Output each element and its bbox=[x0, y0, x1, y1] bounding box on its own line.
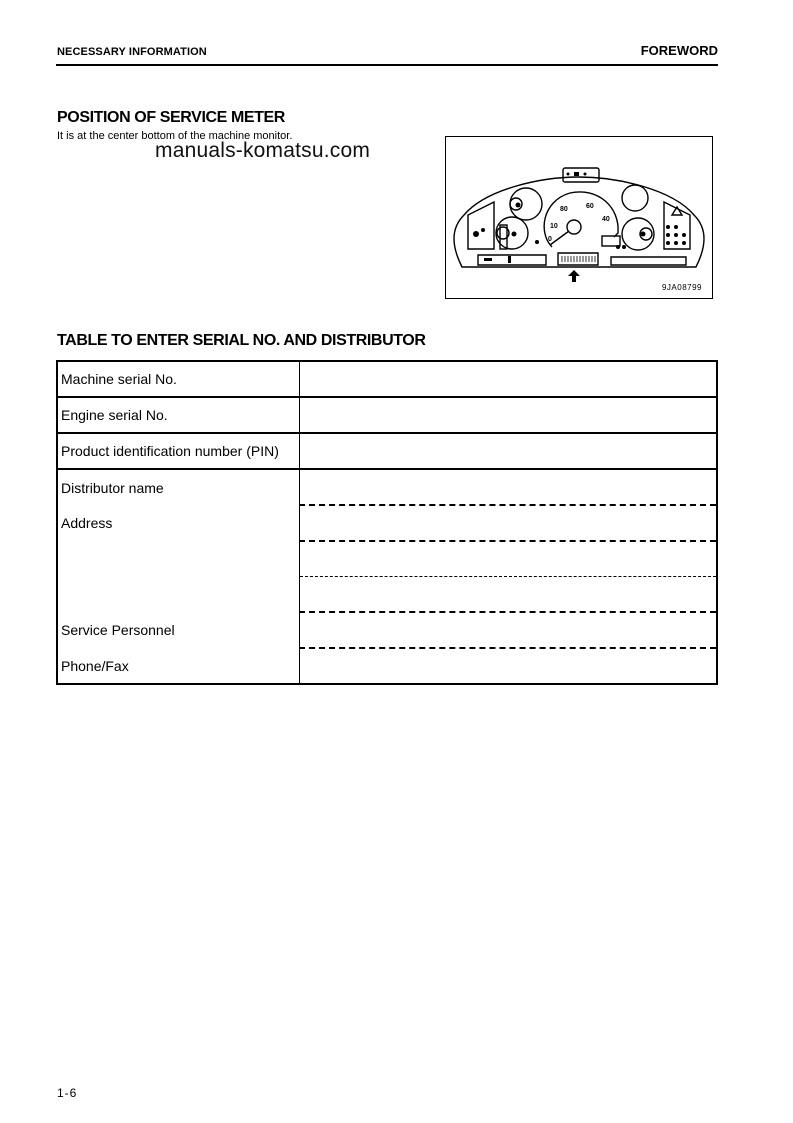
service-personnel-field[interactable] bbox=[300, 612, 718, 648]
distributor-name-field[interactable] bbox=[300, 469, 718, 505]
table-row bbox=[57, 577, 717, 613]
service-meter-heading: POSITION OF SERVICE METER bbox=[57, 109, 285, 126]
machine-serial-field[interactable] bbox=[300, 361, 718, 397]
pin-label: Product identification number (PIN) bbox=[57, 433, 300, 469]
address-label-spacer bbox=[57, 577, 300, 613]
phone-fax-field[interactable] bbox=[300, 648, 718, 684]
distributor-name-label: Distributor name bbox=[57, 469, 300, 505]
machine-monitor-figure bbox=[445, 136, 713, 299]
serial-distributor-table bbox=[56, 360, 718, 685]
page-number: 1-6 bbox=[57, 1086, 78, 1100]
table-row bbox=[57, 648, 717, 684]
table-row bbox=[57, 397, 717, 433]
table-row bbox=[57, 433, 717, 469]
machine-serial-label: Machine serial No. bbox=[57, 361, 300, 397]
pin-field[interactable] bbox=[300, 433, 718, 469]
address-field-line-3[interactable] bbox=[300, 577, 718, 613]
arrow-up-icon bbox=[568, 270, 580, 282]
engine-serial-field[interactable] bbox=[300, 397, 718, 433]
svg-text:80: 80 bbox=[560, 206, 568, 213]
header-chapter-title: FOREWORD bbox=[640, 43, 718, 58]
service-meter-description: It is at the center bottom of the machine monitor. bbox=[57, 130, 293, 142]
table-row bbox=[57, 469, 717, 505]
phone-fax-label: Phone/Fax bbox=[57, 648, 300, 684]
machine-monitor-illustration-icon bbox=[446, 137, 712, 298]
engine-serial-label: Engine serial No. bbox=[57, 397, 300, 433]
table-row bbox=[57, 361, 717, 397]
svg-text:60: 60 bbox=[586, 203, 594, 210]
header-divider bbox=[56, 64, 718, 66]
address-field-line-1[interactable] bbox=[300, 505, 718, 541]
svg-text:0: 0 bbox=[548, 236, 552, 243]
svg-text:10: 10 bbox=[550, 223, 558, 230]
serial-table-heading: TABLE TO ENTER SERIAL NO. AND DISTRIBUTOR bbox=[57, 332, 426, 349]
address-field-line-2[interactable] bbox=[300, 541, 718, 577]
address-label: Address bbox=[57, 505, 300, 541]
table-row bbox=[57, 505, 717, 541]
header-section-title: NECESSARY INFORMATION bbox=[57, 46, 207, 58]
figure-code: 9JA08799 bbox=[661, 283, 702, 292]
watermark-text: manuals-komatsu.com bbox=[155, 139, 371, 162]
table-row bbox=[57, 541, 717, 577]
svg-text:40: 40 bbox=[602, 216, 610, 223]
table-row bbox=[57, 612, 717, 648]
address-label-spacer bbox=[57, 541, 300, 577]
service-personnel-label: Service Personnel bbox=[57, 612, 300, 648]
